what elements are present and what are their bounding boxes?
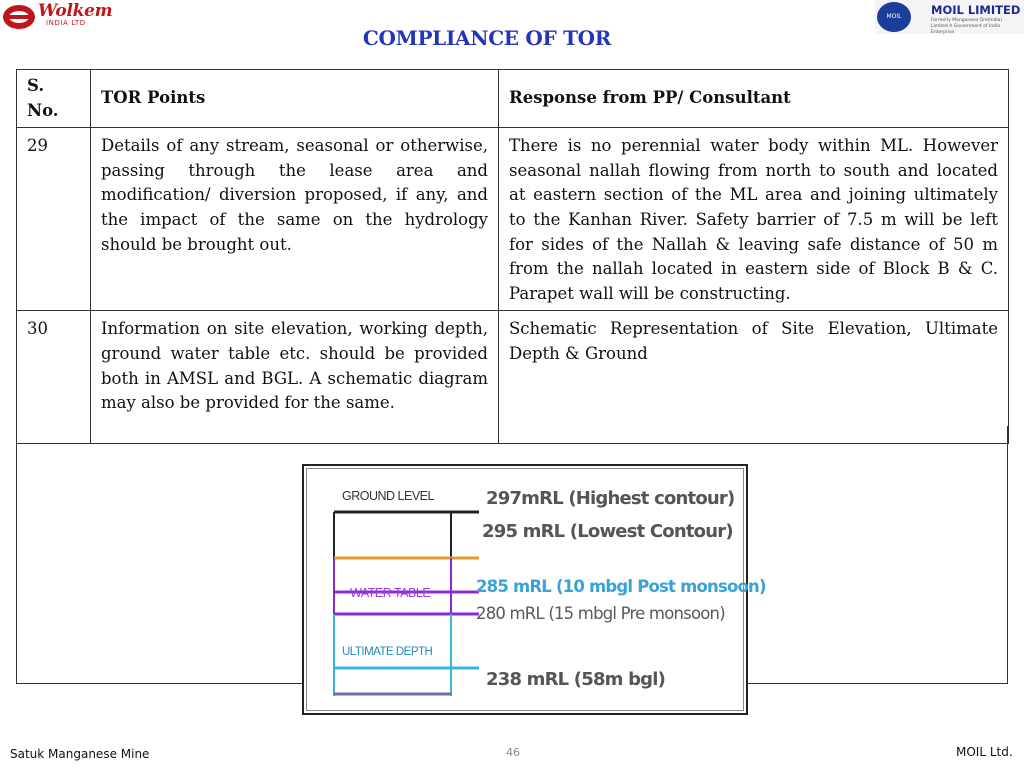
- moil-emblem-icon: MOIL: [877, 2, 911, 32]
- compliance-table: [16, 69, 1009, 444]
- footer-company: MOIL Ltd.: [956, 745, 1013, 759]
- post-monsoon-value: 285 mRL (10 mbgl Post monsoon): [476, 577, 766, 596]
- row-tor-point: Details of any stream, seasonal or otherwise, passing through the lease area and modification/ diversion proposed, if any, and the impact of the same on the hydrology should be brought out.: [91, 128, 499, 311]
- ultimate-depth-value: 238 mRL (58m bgl): [486, 669, 666, 690]
- page-title: COMPLIANCE OF TOR: [362, 26, 612, 50]
- table-header-row: [17, 70, 1009, 128]
- ultimate-depth-label: ULTIMATE DEPTH: [342, 646, 433, 658]
- highest-contour-value: 297mRL (Highest contour): [486, 488, 735, 509]
- row-sno: 30: [17, 311, 91, 444]
- footer-mine-name: Satuk Manganese Mine: [10, 747, 150, 761]
- header-response: Response from PP/ Consultant: [499, 70, 1009, 128]
- ground-level-label: GROUND LEVEL: [342, 489, 434, 503]
- moil-logo-name: MOIL LIMITED: [931, 3, 1021, 17]
- elevation-schematic: [302, 464, 766, 715]
- row-tor-point: Information on site elevation, working depth, ground water table etc. should be provided both in AMSL and BGL. A schematic diagram may also be provided for the same.: [91, 311, 499, 444]
- row-sno: 29: [17, 128, 91, 311]
- table-row: [17, 311, 1009, 444]
- header-tor-points: TOR Points: [91, 70, 499, 128]
- table-row: [17, 128, 1009, 311]
- moil-logo-tagline: Formerly Manganese Ore(India) Limited A Government of India Enterprise: [931, 18, 1003, 35]
- header-sno: S. No.: [17, 70, 91, 128]
- row-response: Schematic Representation of Site Elevation, Ultimate Depth & Ground: [499, 311, 1009, 444]
- lowest-contour-value: 295 mRL (Lowest Contour): [482, 521, 733, 542]
- wolkem-logo-text: Wolkem: [38, 1, 113, 21]
- wolkem-logo-subtext: INDIA LTD: [46, 19, 86, 27]
- page-number: 46: [506, 746, 520, 759]
- row-response: There is no perennial water body within ML. However seasonal nallah flowing from north to south and located at eastern section of the ML area and joining ultimately to the Kanhan River. Safety barrier of 7.5 m will be left for sides of the Nallah & leaving safe distance of 50 m from the nallah located in eastern side of Block B & C. Parapet wall will be constructing.: [499, 128, 1009, 311]
- pre-monsoon-value: 280 mRL (15 mbgl Pre monsoon): [476, 604, 725, 623]
- water-table-label: WATER TABLE: [350, 586, 431, 600]
